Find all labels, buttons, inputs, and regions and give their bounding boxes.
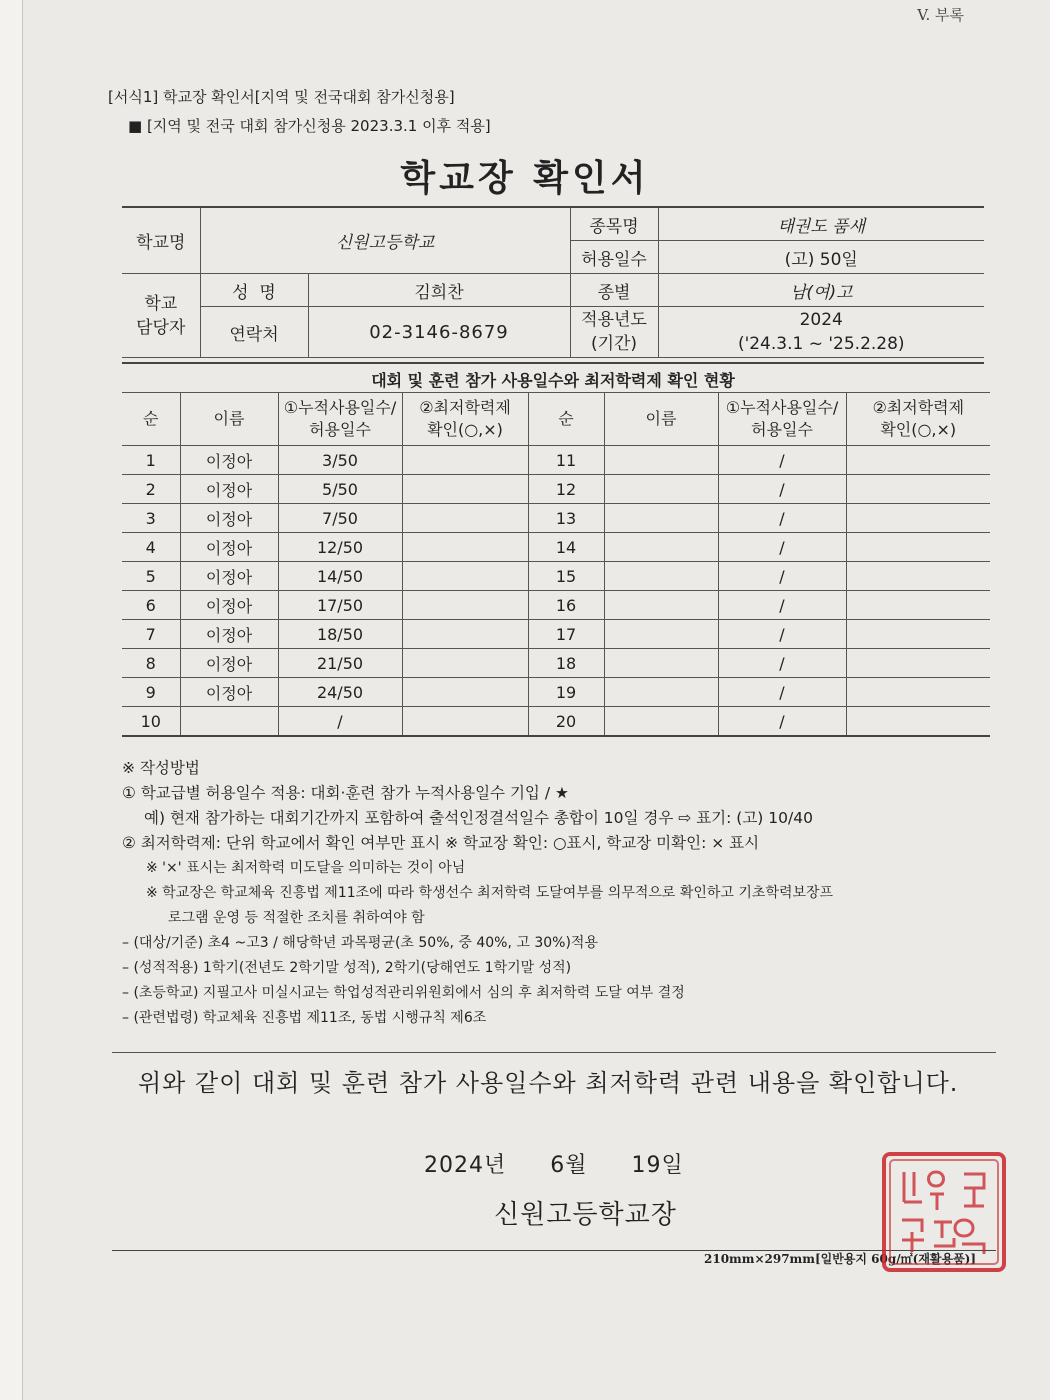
- row-number: 1: [122, 446, 180, 475]
- note-item: ※ '×' 표시는 최저학력 미도달을 의미하는 것이 아님: [146, 860, 466, 876]
- school-value: 신원고등학교: [200, 207, 570, 274]
- row-check: [846, 475, 990, 504]
- header-no: 순: [528, 393, 604, 446]
- year-value: 2024: [799, 310, 843, 330]
- row-days: /: [718, 475, 846, 504]
- row-days: 3/50: [278, 446, 402, 475]
- row-name: [604, 591, 718, 620]
- row-number: 7: [122, 620, 180, 649]
- row-number: 5: [122, 562, 180, 591]
- row-days: /: [278, 707, 402, 737]
- row-days: 5/50: [278, 475, 402, 504]
- name-label: 성 명: [200, 274, 308, 307]
- row-check: [846, 446, 990, 475]
- row-name: [604, 504, 718, 533]
- row-number: 14: [528, 533, 604, 562]
- year-cell: [658, 307, 984, 358]
- row-check: [402, 707, 528, 737]
- table-row: [122, 707, 990, 737]
- table-header: [122, 393, 990, 446]
- row-number: 3: [122, 504, 180, 533]
- official-seal-stamp: [880, 1150, 1008, 1274]
- row-days: 17/50: [278, 591, 402, 620]
- row-name: [604, 446, 718, 475]
- row-number: 13: [528, 504, 604, 533]
- row-days: /: [718, 533, 846, 562]
- row-days: /: [718, 446, 846, 475]
- table-row: [122, 562, 990, 591]
- period-value: ('24.3.1 ~ '25.2.28): [737, 334, 905, 354]
- instructions: [122, 756, 1002, 1031]
- row-days: /: [718, 562, 846, 591]
- event-value: 태권도 품새: [658, 207, 984, 241]
- row-check: [402, 533, 528, 562]
- issue-date: [424, 1148, 684, 1179]
- table-row: [122, 678, 990, 707]
- page-title: 학교장 확인서: [400, 158, 650, 199]
- date-year: 2024년: [424, 1153, 507, 1178]
- row-days: /: [718, 504, 846, 533]
- row-days: 14/50: [278, 562, 402, 591]
- row-number: 6: [122, 591, 180, 620]
- row-name: [604, 707, 718, 737]
- section-title: 대회 및 훈련 참가 사용일수와 최저학력제 확인 현황: [122, 362, 984, 391]
- row-number: 16: [528, 591, 604, 620]
- row-number: 18: [528, 649, 604, 678]
- header-name: 이름: [604, 393, 718, 446]
- table-row: [122, 620, 990, 649]
- row-name: 이정아: [180, 562, 278, 591]
- appendix-label: V. 부록: [917, 6, 964, 24]
- row-days: /: [718, 678, 846, 707]
- contact-label: 연락처: [200, 307, 308, 358]
- gender-label: 종별: [570, 274, 658, 307]
- note-heading: ※ 작성방법: [122, 759, 200, 777]
- row-days: 24/50: [278, 678, 402, 707]
- row-name: [604, 475, 718, 504]
- row-name: 이정아: [180, 591, 278, 620]
- row-days: 21/50: [278, 649, 402, 678]
- row-number: 2: [122, 475, 180, 504]
- divider: [112, 1052, 996, 1053]
- row-name: 이정아: [180, 533, 278, 562]
- row-check: [402, 620, 528, 649]
- row-number: 20: [528, 707, 604, 737]
- contact-value: 02-3146-8679: [308, 307, 570, 358]
- row-name: [604, 562, 718, 591]
- note-item: 로그램 운영 등 적절한 조치를 취하여야 함: [168, 910, 425, 926]
- date-month: 6월: [550, 1153, 588, 1178]
- row-number: 8: [122, 649, 180, 678]
- confirmation-text: 위와 같이 대회 및 훈련 참가 사용일수와 최저학력 관련 내용을 확인합니다.: [138, 1069, 959, 1097]
- row-name: 이정아: [180, 475, 278, 504]
- row-number: 19: [528, 678, 604, 707]
- header-name: 이름: [180, 393, 278, 446]
- table-row: [122, 591, 990, 620]
- table-row: [122, 504, 990, 533]
- note-item: – (관련법령) 학교체육 진흥법 제11조, 동법 시행규칙 제6조: [122, 1010, 487, 1026]
- row-check: [402, 649, 528, 678]
- row-name: [604, 533, 718, 562]
- name-value: 김희찬: [308, 274, 570, 307]
- event-label: 종목명: [570, 207, 658, 241]
- row-check: [402, 591, 528, 620]
- row-name: 이정아: [180, 678, 278, 707]
- note-item: – (초등학교) 지필고사 미실시교는 학업성적관리위원회에서 심의 후 최저학력 도달 여부 결정: [122, 985, 685, 1001]
- school-label: 학교명: [122, 207, 200, 274]
- row-check: [402, 475, 528, 504]
- row-days: 12/50: [278, 533, 402, 562]
- header-check: ②최저학력제 확인(○,×): [846, 393, 990, 446]
- row-check: [402, 504, 528, 533]
- allowed-days-value: (고) 50일: [658, 241, 984, 274]
- row-check: [846, 504, 990, 533]
- note-item: 예) 현재 참가하는 대회기간까지 포함하여 출석인정결석일수 총합이 10일 경우 ⇨ 표기: (고) 10/40: [144, 809, 813, 827]
- row-check: [846, 562, 990, 591]
- form-label: [서식1] 학교장 확인서[지역 및 전국대회 참가신청용]: [108, 88, 455, 106]
- row-check: [402, 678, 528, 707]
- note-item: – (대상/기준) 초4 ~고3 / 해당학년 과목평균(초 50%, 중 40%, 고 30%)적용: [122, 935, 598, 951]
- row-check: [846, 591, 990, 620]
- row-name: 이정아: [180, 649, 278, 678]
- note-item: ① 학교급별 허용일수 적용: 대회·훈련 참가 누적사용일수 기입 / ★: [122, 784, 569, 802]
- row-name: 이정아: [180, 620, 278, 649]
- note-item: ② 최저학력제: 단위 학교에서 확인 여부만 표시 ※ 학교장 확인: ○표시, 학교장 미확인: × 표시: [122, 834, 760, 852]
- row-check: [846, 533, 990, 562]
- row-check: [846, 620, 990, 649]
- row-number: 9: [122, 678, 180, 707]
- row-check: [846, 649, 990, 678]
- header-check: ②최저학력제 확인(○,×): [402, 393, 528, 446]
- gender-value: 남(여)고: [658, 274, 984, 307]
- row-days: 18/50: [278, 620, 402, 649]
- principal-signature: 신원고등학교장: [494, 1200, 677, 1230]
- row-name: 이정아: [180, 504, 278, 533]
- row-days: /: [718, 707, 846, 737]
- row-name: 이정아: [180, 446, 278, 475]
- table-row: [122, 475, 990, 504]
- row-days: /: [718, 591, 846, 620]
- row-number: 17: [528, 620, 604, 649]
- allowed-days-label: 허용일수: [570, 241, 658, 274]
- note-item: – (성적적용) 1학기(전년도 2학기말 성적), 2학기(당해연도 1학기말 성적): [122, 960, 572, 976]
- manager-label: 학교 담당자: [122, 274, 200, 358]
- row-number: 4: [122, 533, 180, 562]
- usage-table: [122, 392, 990, 737]
- row-days: /: [718, 620, 846, 649]
- paper-edge: [0, 0, 23, 1400]
- table-row: [122, 649, 990, 678]
- row-check: [846, 707, 990, 737]
- form-subtitle: ■ [지역 및 전국 대회 참가신청용 2023.3.1 이후 적용]: [128, 117, 491, 135]
- table-row: [122, 446, 990, 475]
- row-number: 11: [528, 446, 604, 475]
- paper-spec: 210mm×297mm[일반용지 60g/㎡(재활용품)]: [704, 1252, 977, 1266]
- row-number: 15: [528, 562, 604, 591]
- year-label: 적용년도 (기간): [570, 307, 658, 358]
- info-table: [122, 206, 984, 358]
- row-name: [180, 707, 278, 737]
- note-item: ※ 학교장은 학교체육 진흥법 제11조에 따라 학생선수 최저학력 도달여부를 의무적으로 확인하고 기초학력보장프: [146, 885, 834, 901]
- row-name: [604, 620, 718, 649]
- row-days: 7/50: [278, 504, 402, 533]
- row-number: 12: [528, 475, 604, 504]
- row-check: [402, 562, 528, 591]
- date-day: 19일: [631, 1153, 684, 1178]
- row-name: [604, 649, 718, 678]
- row-check: [846, 678, 990, 707]
- row-name: [604, 678, 718, 707]
- header-days: ①누적사용일수/ 허용일수: [718, 393, 846, 446]
- row-number: 10: [122, 707, 180, 737]
- header-no: 순: [122, 393, 180, 446]
- table-row: [122, 533, 990, 562]
- row-days: /: [718, 649, 846, 678]
- header-days: ①누적사용일수/ 허용일수: [278, 393, 402, 446]
- row-check: [402, 446, 528, 475]
